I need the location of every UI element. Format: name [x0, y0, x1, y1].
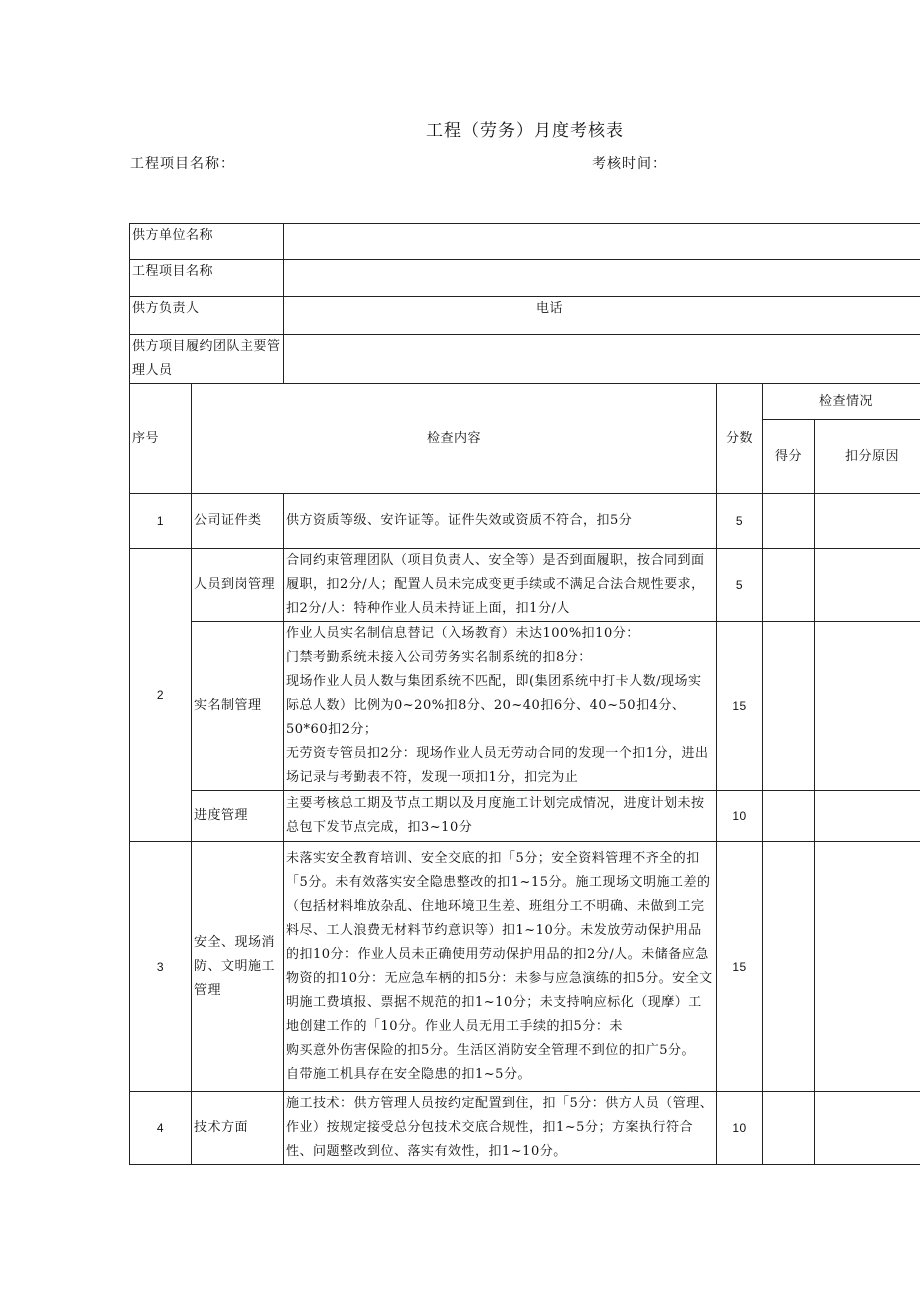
content-line: 现场作业人员人数与集团系统不匹配，即(集团系统中打卡人数/现场实际总人数）比例为0~20%扣8分、20~40扣6分、40~50扣4分、50*60扣2分；: [286, 674, 702, 737]
assessment-table: [129, 223, 920, 1165]
row-seq: 1: [130, 494, 192, 549]
supplier-unit-label: 供方单位名称: [130, 224, 284, 260]
project-name-row-label: 工程项目名称: [130, 260, 284, 297]
row-deduction-reason[interactable]: [815, 842, 920, 1092]
row-score: 15: [717, 842, 763, 1092]
deduction-reason-header: 扣分原因: [815, 420, 920, 494]
row-got-score[interactable]: [763, 494, 815, 549]
row-deduction-reason[interactable]: [815, 1092, 920, 1165]
row-score: 10: [717, 791, 763, 842]
content-line: 无劳资专管员扣2分：现场作业人员无劳动合同的发现一个扣1分，进出场记录与考勤表不符，发现一项扣1分，扣完为止: [286, 746, 709, 785]
row-content: 合同约束管理团队（项目负责人、安全等）是否到面履职，按合同到面履职，扣2分/人；配置人员未完成变更手续或不满足合法合规性要求，扣2分/人：特种作业人员未持证上面，扣1分/人: [284, 549, 717, 622]
row-content: [284, 842, 717, 1092]
team-label: 供方项目履约团队主要管理人员: [130, 335, 284, 384]
project-name-label: 工程项目名称：: [130, 156, 235, 172]
header-row: [130, 384, 920, 420]
table-row: [130, 791, 920, 842]
row-score: 15: [717, 622, 763, 791]
row-seq: 4: [130, 1092, 192, 1165]
row-deduction-reason[interactable]: [815, 549, 920, 622]
row-content: 施工技术：供方管理人员按约定配置到住，扣「5分：供方人员（管理、作业）按规定接受总分包技术交底合规性，扣1~5分；方案执行符合性、问题整改到位、落实有效性，扣1~10分。: [284, 1092, 717, 1165]
document-title: 工程（劳务）月度考核表: [426, 121, 624, 141]
content-line: 自带施工机具存在安全隐患的扣1~5分。: [286, 1066, 531, 1082]
row-category: 进度管理: [192, 791, 284, 842]
row-content: [284, 622, 717, 791]
supplier-lead-label: 供方负责人: [130, 297, 284, 335]
row-deduction-reason[interactable]: [815, 791, 920, 842]
content-line: 购买意外伤害保险的扣5分。生活区消防安全管理不到位的扣广5分。: [286, 1042, 696, 1058]
row-seq: 3: [130, 842, 192, 1092]
info-row-team: [130, 335, 920, 384]
row-score: 5: [717, 494, 763, 549]
row-got-score[interactable]: [763, 1092, 815, 1165]
inspection-header: 检查情况: [763, 384, 920, 420]
info-row-project-name: [130, 260, 920, 297]
row-category: 实名制管理: [192, 622, 284, 791]
row-deduction-reason[interactable]: [815, 622, 920, 791]
row-got-score[interactable]: [763, 622, 815, 791]
row-deduction-reason[interactable]: [815, 494, 920, 549]
info-row-supplier-unit: [130, 224, 920, 260]
row-got-score[interactable]: [763, 791, 815, 842]
info-row-supplier-lead: [130, 297, 920, 335]
table-row: [130, 549, 920, 622]
row-category: 人员到岗管理: [192, 549, 284, 622]
content-line: 作业人员实名制信息替记（入场教育）未达100%扣10分：: [286, 626, 640, 641]
row-score: 10: [717, 1092, 763, 1165]
row-got-score[interactable]: [763, 549, 815, 622]
got-score-header: 得分: [763, 420, 815, 494]
row-score: 5: [717, 549, 763, 622]
table-row: [130, 622, 920, 791]
seq-header: 序号: [130, 384, 192, 494]
supplier-unit-value[interactable]: [284, 224, 920, 260]
project-name-value[interactable]: [284, 260, 920, 297]
row-category: 技术方面: [192, 1092, 284, 1165]
table-row: [130, 842, 920, 1092]
team-value[interactable]: [284, 335, 920, 384]
row-content: 供方资质等级、安许证等。证件失效或资质不符合，扣5分: [284, 494, 717, 549]
assessment-time-label: 考核时间：: [592, 156, 667, 172]
phone-label: 电话: [284, 297, 920, 335]
row-content: 主要考核总工期及节点工期以及月度施工计划完成情况，进度计划未按总包下发节点完成，扣3~10分: [284, 791, 717, 842]
table-row: [130, 1092, 920, 1165]
row-seq: 2: [130, 549, 192, 842]
row-category: 安全、现场消防、文明施工管理: [192, 842, 284, 1092]
row-got-score[interactable]: [763, 842, 815, 1092]
row-category: 公司证件类: [192, 494, 284, 549]
content-header: 检查内容: [192, 384, 717, 494]
content-line: 门禁考勤系统未接入公司劳务实名制系统的扣8分：: [286, 650, 592, 665]
table-row: [130, 494, 920, 549]
score-header: 分数: [717, 384, 763, 494]
content-line: 未落实安全教育培训、安全交底的扣「5分；安全资料管理不齐全的扣「5分。未有效落实安全隐患整改的扣1~15分。施工现场文明施工差的（包括材料堆放杂乱、住地环境卫生差、班组分工不明确、未做到工完料尽、工人浪费无材料节约意识等）扣1~10分。未发放劳动保护用品的扣10分：作业人员未正确使用劳动保护用品的扣2分/人。未储备应急物资的扣10分：无应急车柄的扣5分：未参与应急演练的扣5分。安全文明施工费填报、票据不规范的扣1~10分；未支持响应标化（现摩）工地创建工作的「10分。作业人员无用工手续的扣5分：未: [286, 850, 713, 1034]
